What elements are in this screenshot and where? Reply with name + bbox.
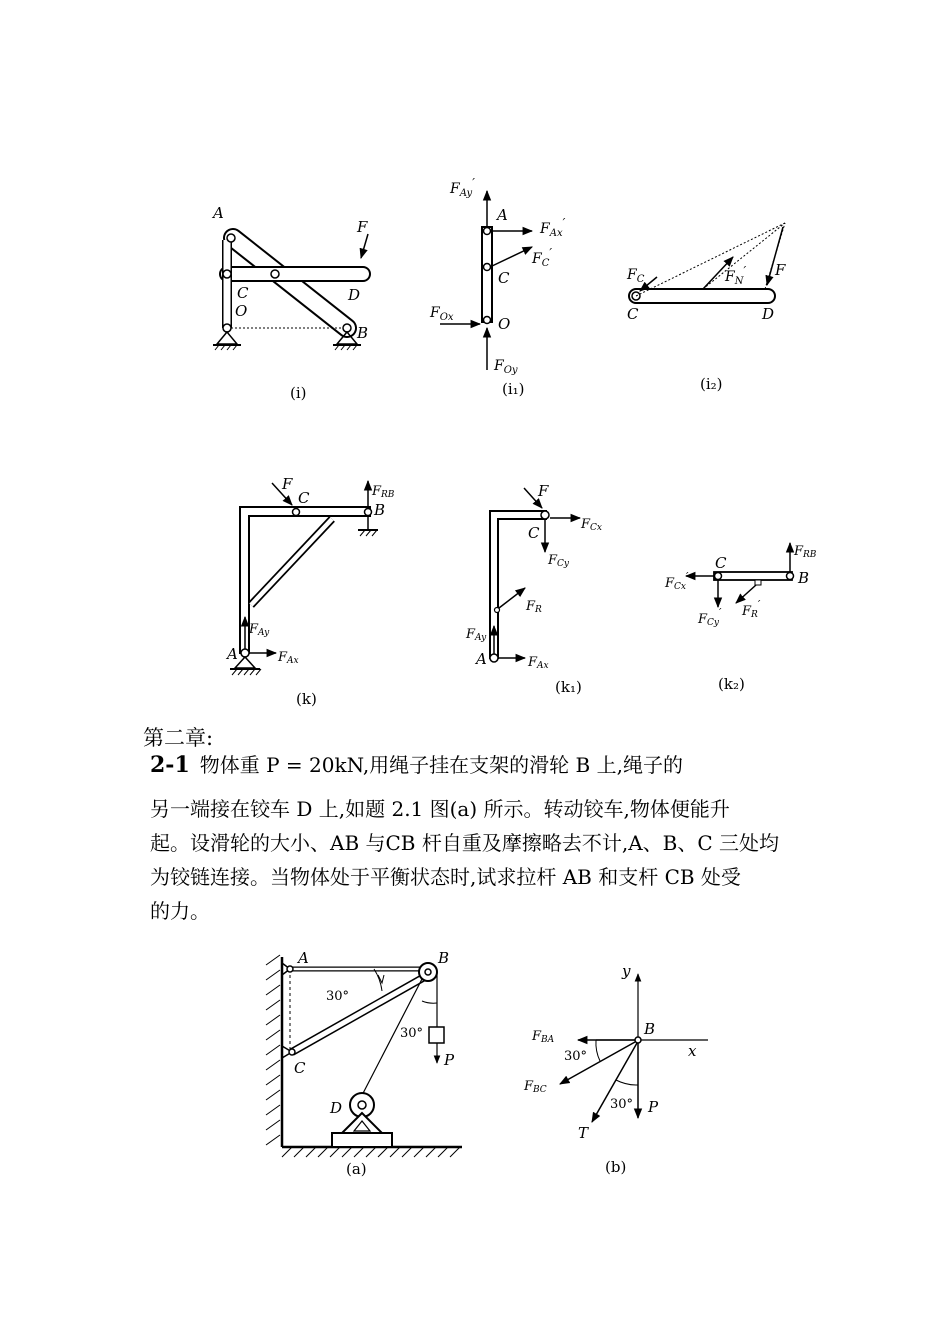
label-FAx-sub: Ax — [287, 656, 299, 666]
label-C: C — [528, 524, 540, 542]
label-angle2: 30° — [610, 1097, 634, 1112]
label-FAy-sub: Ay — [459, 188, 473, 199]
figure-i — [205, 200, 390, 380]
label-FOx: F — [430, 305, 440, 321]
label-FAy-sub: Ay — [258, 628, 270, 638]
label-C: C — [298, 489, 310, 507]
label-C: C — [498, 269, 510, 287]
problem-line-2: 另一端接在铰车 D 上,如题 2.1 图(a) 所示。转动铰车,物体便能升 — [150, 797, 730, 821]
svg-text:FRB — [371, 484, 395, 500]
label-B: B — [644, 1020, 656, 1038]
label-O: O — [235, 302, 248, 320]
label-FCy-sub: Cy — [707, 618, 720, 628]
label-FAy-prime: ′ — [472, 176, 475, 190]
label-T: T — [578, 1124, 589, 1142]
svg-text:FBA — [531, 1029, 555, 1045]
label-C: C — [294, 1059, 306, 1077]
caption-i: (i) — [290, 384, 307, 402]
label-FCy-prime: ′ — [719, 606, 722, 619]
label-y: y — [622, 962, 631, 980]
svg-text:FAy — [465, 627, 487, 643]
problem-line-1: 物体重 P = 20kN,用绳子挂在支架的滑轮 B 上,绳子的 — [199, 753, 683, 777]
label-FCx-prime: ′ — [686, 570, 689, 583]
label-C: C — [627, 305, 639, 323]
label-FAx: F — [540, 221, 550, 237]
label-P: P — [444, 1051, 455, 1069]
label-A: A — [476, 650, 487, 668]
label-F: F — [775, 261, 786, 279]
label-FAy: F — [466, 627, 476, 642]
label-angle1: 30° — [326, 989, 350, 1004]
svg-text:FR — [525, 599, 542, 615]
svg-text:FBC — [523, 1079, 547, 1095]
svg-text:FCy — [547, 553, 570, 569]
label-C: C — [237, 284, 249, 302]
svg-text:FAy′ — [449, 176, 475, 199]
figure-k2 — [660, 535, 840, 635]
svg-text:FAy — [248, 622, 270, 638]
svg-text:FCy′ — [697, 606, 722, 628]
problem-line-4: 为铰链连接。当物体处于平衡状态时,试求拉杆 AB 和支杆 CB 处受 — [150, 865, 741, 889]
caption-k: (k) — [296, 690, 317, 708]
label-FC-prime: ′ — [549, 246, 553, 260]
label-FR: F — [742, 604, 752, 619]
label-B: B — [374, 501, 386, 519]
label-FCy: F — [548, 553, 558, 568]
chapter-heading: 第二章: — [143, 726, 214, 750]
label-FN-prime: ′ — [743, 264, 747, 278]
label-FCy-sub: Cy — [557, 559, 570, 569]
label-B: B — [357, 324, 369, 342]
svg-text:FR′ — [741, 598, 761, 620]
svg-text:FAx — [277, 650, 299, 666]
label-FR-sub: R — [751, 610, 758, 620]
label-A: A — [298, 949, 309, 967]
problem-text — [150, 748, 840, 928]
label-FC: F — [627, 267, 637, 283]
label-FC: F — [532, 251, 542, 267]
svg-text:FC — [626, 267, 645, 285]
label-F: F — [282, 475, 293, 493]
label-D: D — [762, 305, 775, 323]
label-angle2: 30° — [400, 1026, 424, 1041]
label-FAx: F — [528, 655, 538, 670]
caption-i1: (i₁) — [502, 380, 525, 398]
label-D: D — [330, 1099, 343, 1117]
figure-a — [262, 945, 472, 1165]
label-B: B — [798, 569, 810, 587]
figure-i1 — [420, 175, 595, 385]
label-FCx: F — [665, 576, 675, 591]
label-FRB-sub: RB — [381, 490, 395, 500]
label-O: O — [498, 315, 511, 333]
label-C: C — [715, 554, 727, 572]
label-FCx: F — [581, 517, 591, 532]
figure-i2 — [615, 215, 805, 325]
label-FBA: F — [532, 1029, 542, 1044]
label-x: x — [688, 1042, 697, 1060]
caption-k1: (k₁) — [555, 678, 582, 696]
svg-text:FC′ — [531, 246, 552, 269]
caption-b: (b) — [605, 1158, 627, 1176]
label-FRB: F — [372, 484, 382, 499]
label-FR: F — [526, 599, 536, 614]
label-FN: F — [725, 269, 735, 285]
caption-i2: (i₂) — [700, 375, 723, 393]
label-FR-sub: R — [535, 605, 542, 615]
problem-number: 2-1 — [150, 752, 190, 778]
label-FR-prime: ′ — [757, 598, 761, 611]
label-P: P — [648, 1098, 659, 1116]
label-F: F — [538, 482, 549, 500]
caption-a: (a) — [346, 1160, 367, 1178]
label-F: F — [357, 218, 368, 236]
label-FAx-prime: ′ — [562, 216, 566, 230]
svg-text:FN′ — [724, 264, 746, 287]
label-FBC: F — [524, 1079, 534, 1094]
svg-text:FAx′ — [539, 216, 566, 239]
label-FCx-sub: Cx — [674, 582, 686, 592]
caption-k2: (k₂) — [718, 675, 745, 693]
label-FC-sub: C — [636, 274, 645, 285]
label-FCy: F — [698, 612, 708, 627]
label-A: A — [497, 206, 508, 224]
label-FAx-sub: Ax — [537, 661, 549, 671]
label-D: D — [348, 286, 361, 304]
figure-k — [220, 475, 410, 690]
label-FOx-sub: Ox — [439, 312, 454, 323]
label-FAx: F — [278, 650, 288, 665]
problem-line-5: 的力。 — [150, 899, 210, 923]
label-FAy-sub: Ay — [475, 633, 487, 643]
label-FRB-sub: RB — [803, 550, 817, 560]
label-FAy: F — [450, 181, 460, 197]
label-A: A — [213, 204, 224, 222]
label-angle1: 30° — [564, 1049, 588, 1064]
svg-text:FCx′ — [664, 570, 689, 592]
label-FAy: F — [249, 622, 259, 637]
figure-b — [520, 960, 720, 1160]
label-FOy: F — [494, 358, 504, 374]
label-FOy-sub: Oy — [503, 365, 518, 376]
label-FAx-sub: Ax — [549, 228, 563, 239]
label-FBA-sub: BA — [541, 1035, 555, 1045]
svg-text:FOx — [429, 305, 454, 323]
svg-text:FRB — [793, 544, 817, 560]
label-FBC-sub: BC — [533, 1085, 547, 1095]
label-FN-sub: N — [734, 276, 744, 287]
svg-text:FOy — [493, 358, 518, 376]
label-FRB: F — [794, 544, 804, 559]
label-FCx-sub: Cx — [590, 523, 602, 533]
label-FC-sub: C — [541, 258, 550, 269]
label-B: B — [438, 949, 450, 967]
svg-text:FAx — [527, 655, 549, 671]
problem-line-3: 起。设滑轮的大小、AB 与CB 杆自重及摩擦略去不计,A、B、C 三处均 — [150, 831, 780, 855]
figure-k1 — [460, 478, 610, 678]
label-A: A — [227, 645, 238, 663]
svg-text:FCx — [580, 517, 602, 533]
